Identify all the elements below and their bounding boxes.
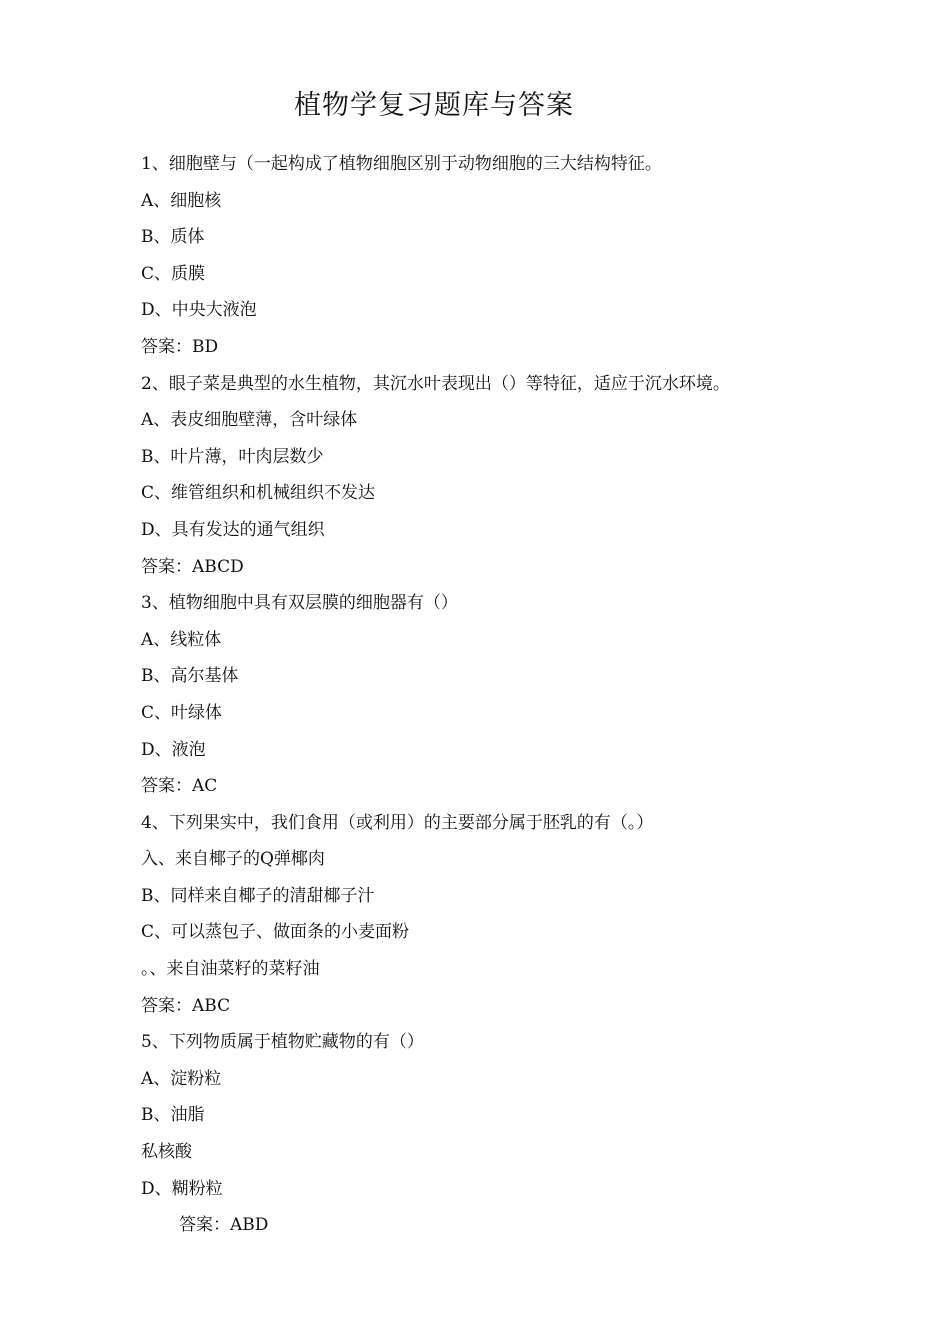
answer-text: 答案：BD bbox=[141, 336, 219, 357]
option-text: B、同样来自椰子的清甜椰子汁 bbox=[141, 885, 375, 906]
option-text: C、维管组织和机械组织不发达 bbox=[141, 483, 376, 504]
option-text: 。、来自油菜籽的菜籽油 bbox=[141, 959, 320, 980]
option-text: C、可以蒸包子、做面条的小麦面粉 bbox=[141, 922, 410, 943]
option-text: D、糊粉粒 bbox=[141, 1178, 223, 1199]
option-text: D、液泡 bbox=[141, 739, 206, 760]
option-text: D、中央大液泡 bbox=[141, 300, 257, 321]
question-text: 2、眼子菜是典型的水生植物，其沉水叶表现出（）等特征，适应于沉水环境。 bbox=[141, 373, 730, 394]
option-text: A、淀粉粒 bbox=[141, 1068, 222, 1089]
option-text: B、高尔基体 bbox=[141, 666, 239, 687]
answer-text: 答案：AC bbox=[141, 776, 218, 797]
option-text: A、细胞核 bbox=[141, 190, 222, 211]
question-text: 5、下列物质属于植物贮藏物的有（） bbox=[141, 1032, 424, 1053]
option-text: B、油脂 bbox=[141, 1105, 205, 1126]
answer-text: 答案：ABC bbox=[141, 995, 231, 1016]
answer-text: 答案：ABCD bbox=[141, 556, 244, 577]
question-text: 1、细胞壁与（一起构成了植物细胞区别于动物细胞的三大结构特征。 bbox=[141, 154, 662, 174]
question-text: 4、下列果实中，我们食用（或利用）的主要部分属于胚乳的有（。） bbox=[141, 812, 654, 833]
option-text: B、质体 bbox=[141, 227, 205, 248]
option-text: C、质膜 bbox=[141, 263, 206, 284]
answer-text: 答案：ABD bbox=[179, 1215, 269, 1236]
option-text: A、表皮细胞壁薄，含叶绿体 bbox=[141, 410, 358, 431]
option-text: A、线粒体 bbox=[141, 629, 222, 650]
option-text: 入、来自椰子的Q弹椰肉 bbox=[141, 849, 325, 870]
document-title: 植物学复习题库与答案 bbox=[294, 90, 574, 121]
option-text: 私核酸 bbox=[141, 1142, 192, 1163]
question-list bbox=[141, 146, 901, 1244]
question-text: 3、植物细胞中具有双层膜的细胞器有（） bbox=[141, 593, 458, 614]
option-text: B、叶片薄，叶肉层数少 bbox=[141, 446, 324, 467]
option-text: D、具有发达的通气组织 bbox=[141, 519, 325, 540]
option-text: C、叶绿体 bbox=[141, 702, 223, 723]
